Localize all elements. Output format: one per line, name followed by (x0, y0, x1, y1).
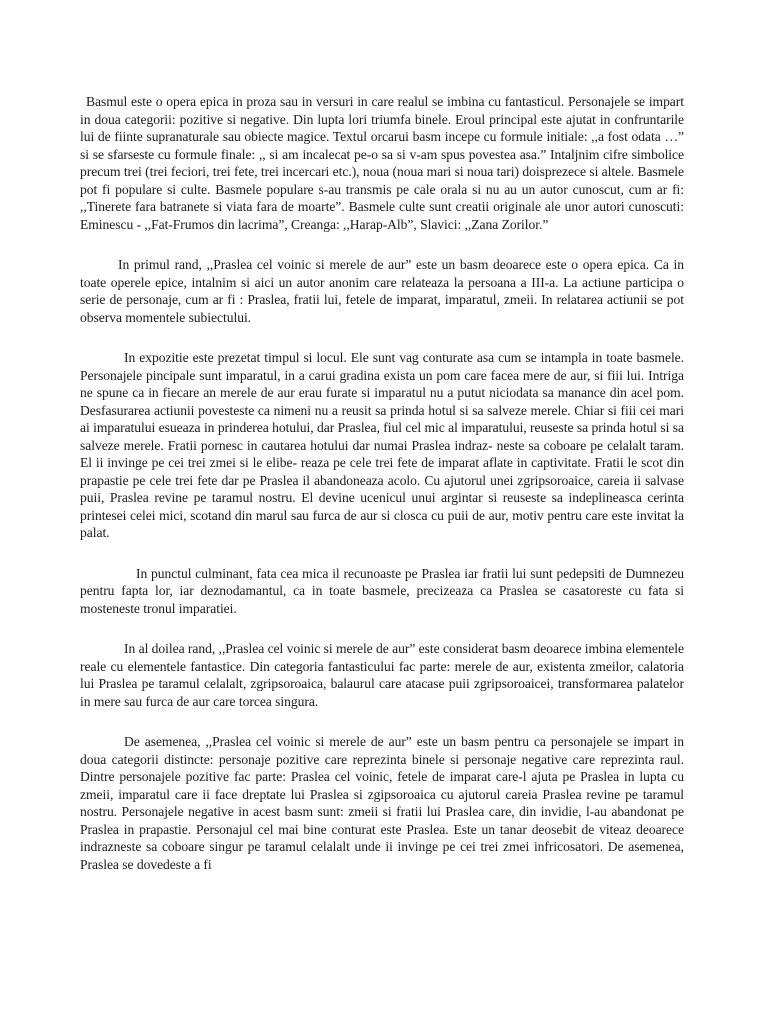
paragraph-characters: De asemenea, ,,Praslea cel voinic si merele de aur” este un basm pentru ca personajele se impart in doua categorii distincte: personaje pozitive care reprezinta binele si personaje negative care reprezinta raul. Dintre personajele pozitive fac parte: Praslea cel voinic, fetele de imparat care-l ajuta pe Praslea in lupta cu zmeii, imparatul care ii face dreptate lui Praslea si zgipsoroaica cu ajutorul careia Praslea revine pe taramul nostru. Personajele negative in acest basm sunt: zmeii si fratii lui Praslea care, din invidie, l-au abandonat pe Praslea in prapastie. Personajul cel mai bine conturat este Praslea. Este un tanar deosebit de viteaz deoarece indrazneste sa coboare singur pe taramul celalalt unde ii invinge pe cei trei zmei infricosatori. De asemenea, Praslea se dovedeste a fi (80, 734, 684, 872)
paragraph-fantastic: In al doilea rand, ,,Praslea cel voinic si merele de aur” este considerat basm deoarece imbina elementele reale cu elementele fantastice. Din categoria fantasticului fac parte: merele de aur, existenta zmeilor, calatoria lui Praslea pe taramul celalalt, zgripsoroaica, balaurul care atacase puii zgripsoroaicei, transformarea palatelor in mere sau furca de aur care torcea singura. (80, 641, 684, 709)
paragraph-epic-work: In primul rand, ,,Praslea cel voinic si merele de aur” este un basm deoarece este o opera epica. Ca in toate operele epice, intalnim si aici un autor anonim care relateaza la persoana a III-a. La actiune participa o serie de personaje, cum ar fi : Praslea, fratii lui, fetele de imparat, imparatul, zmeii. In relatarea actiunii se pot observa momentele subiectului. (80, 257, 684, 325)
document-body (80, 93, 684, 896)
paragraph-exposition: In expozitie este prezetat timpul si locul. Ele sunt vag conturate asa cum se intampla in toate basmele. Personajele pincipale sunt imparatul, in a carui gradina exista un pom care facea mere de aur, si fiii lui. Intriga ne spune ca in fiecare an merele de aur erau furate si imparatul nu a putut niciodata sa manance din acel pom. Desfasurarea actiunii povesteste ca nimeni nu a reusit sa prinda hotul si sa salveze merele. Chiar si fiii cei mari ai imparatului esueaza in prinderea hotului, dar Praslea, fiul cel mic al imparatului, reuseste sa prinda hotul si sa salveze merele. Fratii pornesc in cautarea hotului dar numai Praslea indraz- neste sa coboare pe celalalt taram. El ii invinge pe cei trei zmei si le elibe- reaza pe cele trei fete de imparat aflate in captivitate. Fratii le scot din prapastie pe cele trei fete dar pe Praslea il abandoneaza acolo. Cu ajutorul unei zgripsoroaice, careia ii salvase puii, Praslea revine pe taramul nostru. El devine ucenicul unui argintar si reuseste sa indeplineasca cerinta printesei celei mici, scotand din marul sau furca de aur si closca cu puii de aur, motiv pentru care este invitat la palat. (80, 350, 684, 540)
paragraph-climax: In punctul culminant, fata cea mica il recunoaste pe Praslea iar fratii lui sunt pedepsiti de Dumnezeu pentru fapta lor, iar deznodamantul, ca in toate basmele, precizeaza ca Praslea se casatoreste cu fata si mosteneste tronul imparatiei. (80, 565, 684, 616)
paragraph-intro: Basmul este o opera epica in proza sau in versuri in care realul se imbina cu fantasticul. Personajele se impart in doua categorii: pozitive si negative. Din lupta lori triumfa binele. Eroul principal este ajutat in confruntarile lui de fiinte supranaturale sau obiecte magice. Textul orcarui basm incepe cu formule initiale: ,,a fost odata …” si se sfarseste cu formule finale: ,, si am incalecat pe-o sa si v-am spus povestea asa.” Intaljnim cifre simbolice precum trei (trei feciori, trei fete, trei incercari etc.), noua (noua mari si noua tari) doisprezece si altele. Basmele pot fi populare si culte. Basmele populare s-au transmis pe cale orala si nu au un autor cunoscut, cum ar fi: ,,Tinerete fara batranete si viata fara de moarte”. Basmele culte sunt creatii originale ale unor autori cunoscuti: Eminescu - ,,Fat-Frumos din lacrima”, Creanga: ,,Harap-Alb”, Slavici: ,,Zana Zorilor.” (80, 94, 684, 232)
